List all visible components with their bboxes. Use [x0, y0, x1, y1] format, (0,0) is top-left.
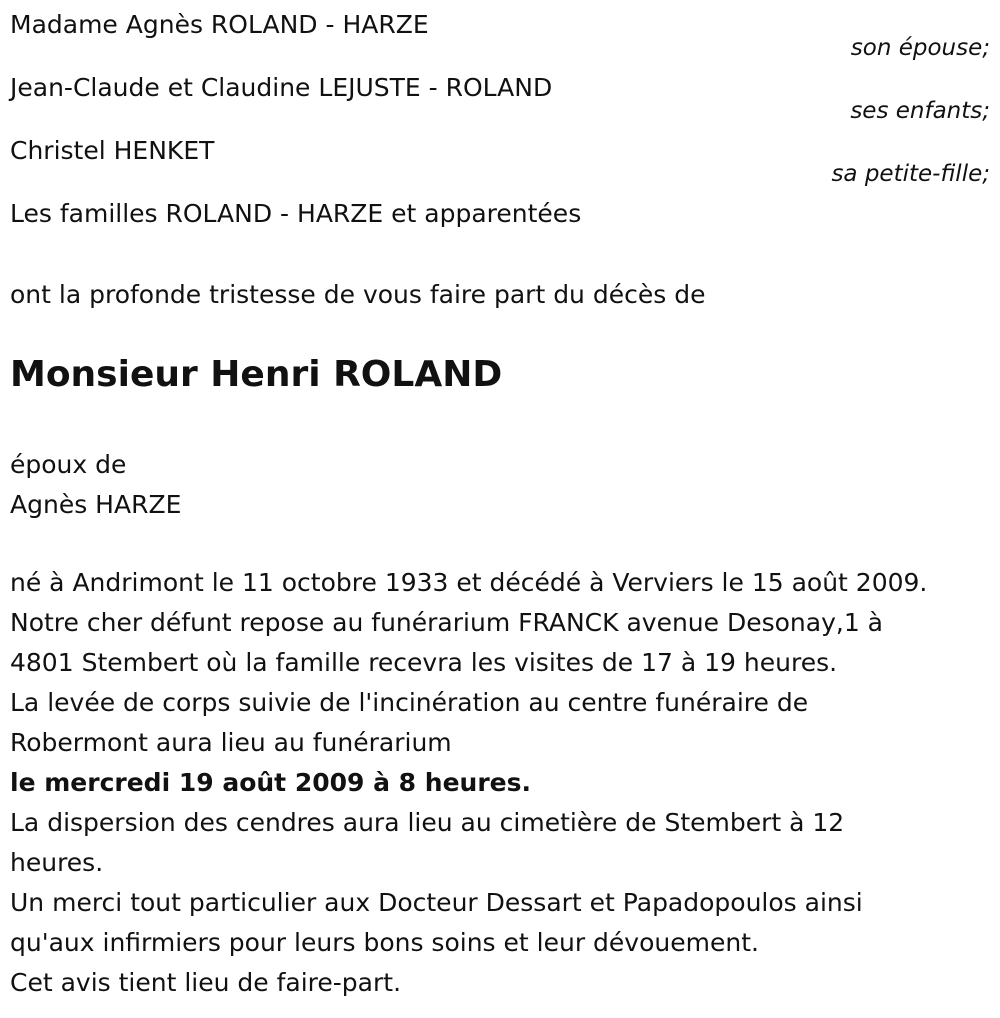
spouse-label: époux de [10, 450, 127, 479]
spouse-name: Agnès HARZE [10, 490, 182, 519]
family-member-name: Les familles ROLAND - HARZE et apparentées [10, 199, 582, 228]
body-line-thanks-cont: qu'aux infirmiers pour leurs bons soins et leur dévouement. [10, 928, 759, 957]
deceased-name: Monsieur Henri ROLAND [10, 354, 503, 395]
family-member-relation: ses enfants; [850, 98, 990, 124]
body-line-ceremony: La levée de corps suivie de l'incinération au centre funéraire de [10, 688, 809, 717]
family-member-name: Madame Agnès ROLAND - HARZE [10, 10, 429, 39]
body-line-ceremony-date: le mercredi 19 août 2009 à 8 heures. [10, 768, 531, 797]
spouse-info [10, 445, 181, 525]
body-line-ashes: La dispersion des cendres aura lieu au cimetière de Stembert à 12 [10, 808, 845, 837]
family-member-children [10, 71, 990, 134]
body-line-closing: Cet avis tient lieu de faire-part. [10, 968, 402, 997]
announcement-text: ont la profonde tristesse de vous faire part du décès de [10, 280, 706, 309]
body-line-visits: 4801 Stembert où la famille recevra les visites de 17 à 19 heures. [10, 648, 838, 677]
body-line-birth-death: né à Andrimont le 11 octobre 1933 et décédé à Verviers le 15 août 2009. [10, 568, 928, 597]
body-line-ashes-time: heures. [10, 848, 104, 877]
family-member-relation: sa petite-fille; [831, 161, 990, 187]
obituary-body [10, 563, 990, 1003]
family-list [10, 8, 990, 260]
family-member-relatives [10, 197, 990, 260]
family-member-name: Jean-Claude et Claudine LEJUSTE - ROLAND [10, 73, 553, 102]
body-line-thanks: Un merci tout particulier aux Docteur Dessart et Papadopoulos ainsi [10, 888, 863, 917]
family-member-name: Christel HENKET [10, 136, 215, 165]
family-member-relation: son épouse; [850, 35, 990, 61]
family-member-spouse [10, 8, 990, 71]
body-line-funeral-home: Notre cher défunt repose au funérarium FRANCK avenue Desonay,1 à [10, 608, 883, 637]
family-member-granddaughter [10, 134, 990, 197]
body-line-location: Robermont aura lieu au funérarium [10, 728, 452, 757]
